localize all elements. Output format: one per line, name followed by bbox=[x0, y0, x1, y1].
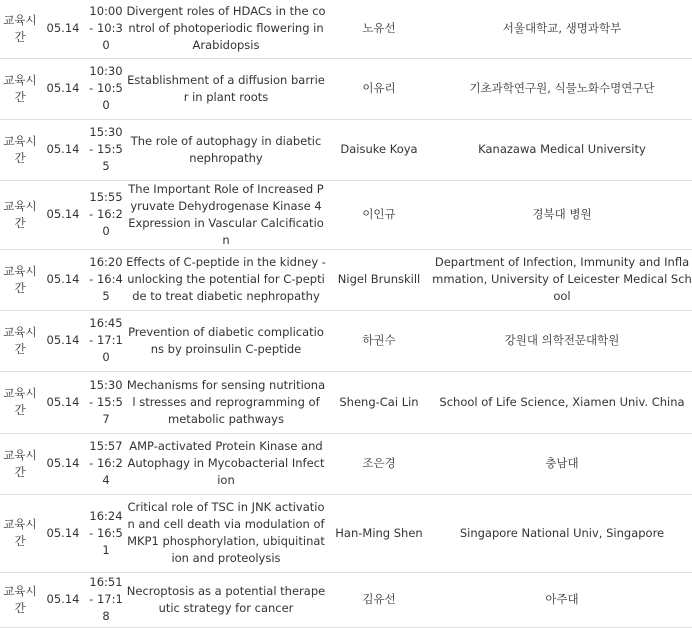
session-type: 교육시간 bbox=[0, 249, 40, 310]
talk-title: The Important Role of Increased Pyruvate Dehydrogenase Kinase 4 Expression in Vascular Calcification bbox=[126, 180, 326, 249]
session-time: 16:45 - 17:10 bbox=[86, 310, 126, 371]
session-type: 교육시간 bbox=[0, 433, 40, 494]
session-type: 교육시간 bbox=[0, 310, 40, 371]
speaker-name: 노유선 bbox=[326, 0, 432, 58]
session-time: 15:55 - 16:20 bbox=[86, 180, 126, 249]
speaker-name: 하권수 bbox=[326, 310, 432, 371]
talk-title: Critical role of TSC in JNK activation and cell death via modulation of MKP1 phosphorylation, ubiquitination and proteolysis bbox=[126, 494, 326, 572]
speaker-name: 이유리 bbox=[326, 58, 432, 119]
session-date: 05.14 bbox=[40, 494, 86, 572]
speaker-affiliation: Department of Infection, Immunity and Inflammation, University of Leicester Medical School bbox=[432, 249, 692, 310]
session-type: 교육시간 bbox=[0, 494, 40, 572]
talk-title: Divergent roles of HDACs in the control of photoperiodic flowering in Arabidopsis bbox=[126, 0, 326, 58]
session-date: 05.14 bbox=[40, 180, 86, 249]
session-time: 16:51 - 17:18 bbox=[86, 572, 126, 627]
talk-title: The role of autophagy in diabetic nephropathy bbox=[126, 119, 326, 180]
table-row bbox=[0, 119, 692, 180]
speaker-affiliation: Singapore National Univ, Singapore bbox=[432, 494, 692, 572]
session-date: 05.14 bbox=[40, 119, 86, 180]
session-date: 05.14 bbox=[40, 58, 86, 119]
speaker-name: Daisuke Koya bbox=[326, 119, 432, 180]
talk-title: Effects of C-peptide in the kidney - unlocking the potential for C-peptide to treat diabetic nephropathy bbox=[126, 249, 326, 310]
session-type: 교육시간 bbox=[0, 180, 40, 249]
talk-title: Mechanisms for sensing nutritional stresses and reprogramming of metabolic pathways bbox=[126, 371, 326, 433]
session-type: 교육시간 bbox=[0, 0, 40, 58]
speaker-name: 김유선 bbox=[326, 572, 432, 627]
session-type: 교육시간 bbox=[0, 572, 40, 627]
speaker-name: 이인규 bbox=[326, 180, 432, 249]
session-date: 05.14 bbox=[40, 310, 86, 371]
talk-title: AMP-activated Protein Kinase and Autophagy in Mycobacterial Infection bbox=[126, 433, 326, 494]
speaker-affiliation: School of Life Science, Xiamen Univ. China bbox=[432, 371, 692, 433]
session-date: 05.14 bbox=[40, 572, 86, 627]
speaker-affiliation: 충남대 bbox=[432, 433, 692, 494]
session-time: 16:20 - 16:45 bbox=[86, 249, 126, 310]
table-row bbox=[0, 58, 692, 119]
table-row bbox=[0, 371, 692, 433]
session-date: 05.14 bbox=[40, 249, 86, 310]
speaker-affiliation: Kanazawa Medical University bbox=[432, 119, 692, 180]
session-type: 교육시간 bbox=[0, 119, 40, 180]
session-time: 10:00 - 10:30 bbox=[86, 0, 126, 58]
session-time: 10:30 - 10:50 bbox=[86, 58, 126, 119]
session-date: 05.14 bbox=[40, 371, 86, 433]
speaker-name: Nigel Brunskill bbox=[326, 249, 432, 310]
table-row bbox=[0, 433, 692, 494]
speaker-affiliation: 강원대 의학전문대학원 bbox=[432, 310, 692, 371]
speaker-affiliation: 서울대학교, 생명과학부 bbox=[432, 0, 692, 58]
table-row bbox=[0, 494, 692, 572]
session-type: 교육시간 bbox=[0, 58, 40, 119]
session-date: 05.14 bbox=[40, 0, 86, 58]
talk-title: Establishment of a diffusion barrier in plant roots bbox=[126, 58, 326, 119]
talk-title: Necroptosis as a potential therapeutic strategy for cancer bbox=[126, 572, 326, 627]
table-row bbox=[0, 572, 692, 627]
speaker-affiliation: 경북대 병원 bbox=[432, 180, 692, 249]
speaker-name: 조은경 bbox=[326, 433, 432, 494]
speaker-affiliation: 아주대 bbox=[432, 572, 692, 627]
session-type: 교육시간 bbox=[0, 371, 40, 433]
table-row bbox=[0, 0, 692, 58]
speaker-name: Sheng-Cai Lin bbox=[326, 371, 432, 433]
session-time: 15:57 - 16:24 bbox=[86, 433, 126, 494]
speaker-name: Han-Ming Shen bbox=[326, 494, 432, 572]
session-time: 15:30 - 15:57 bbox=[86, 371, 126, 433]
talk-title: Prevention of diabetic complications by proinsulin C-peptide bbox=[126, 310, 326, 371]
table-row bbox=[0, 249, 692, 310]
table-row bbox=[0, 180, 692, 249]
table-row bbox=[0, 310, 692, 371]
session-time: 15:30 - 15:55 bbox=[86, 119, 126, 180]
session-date: 05.14 bbox=[40, 433, 86, 494]
session-time: 16:24 - 16:51 bbox=[86, 494, 126, 572]
speaker-affiliation: 기초과학연구원, 식물노화수명연구단 bbox=[432, 58, 692, 119]
